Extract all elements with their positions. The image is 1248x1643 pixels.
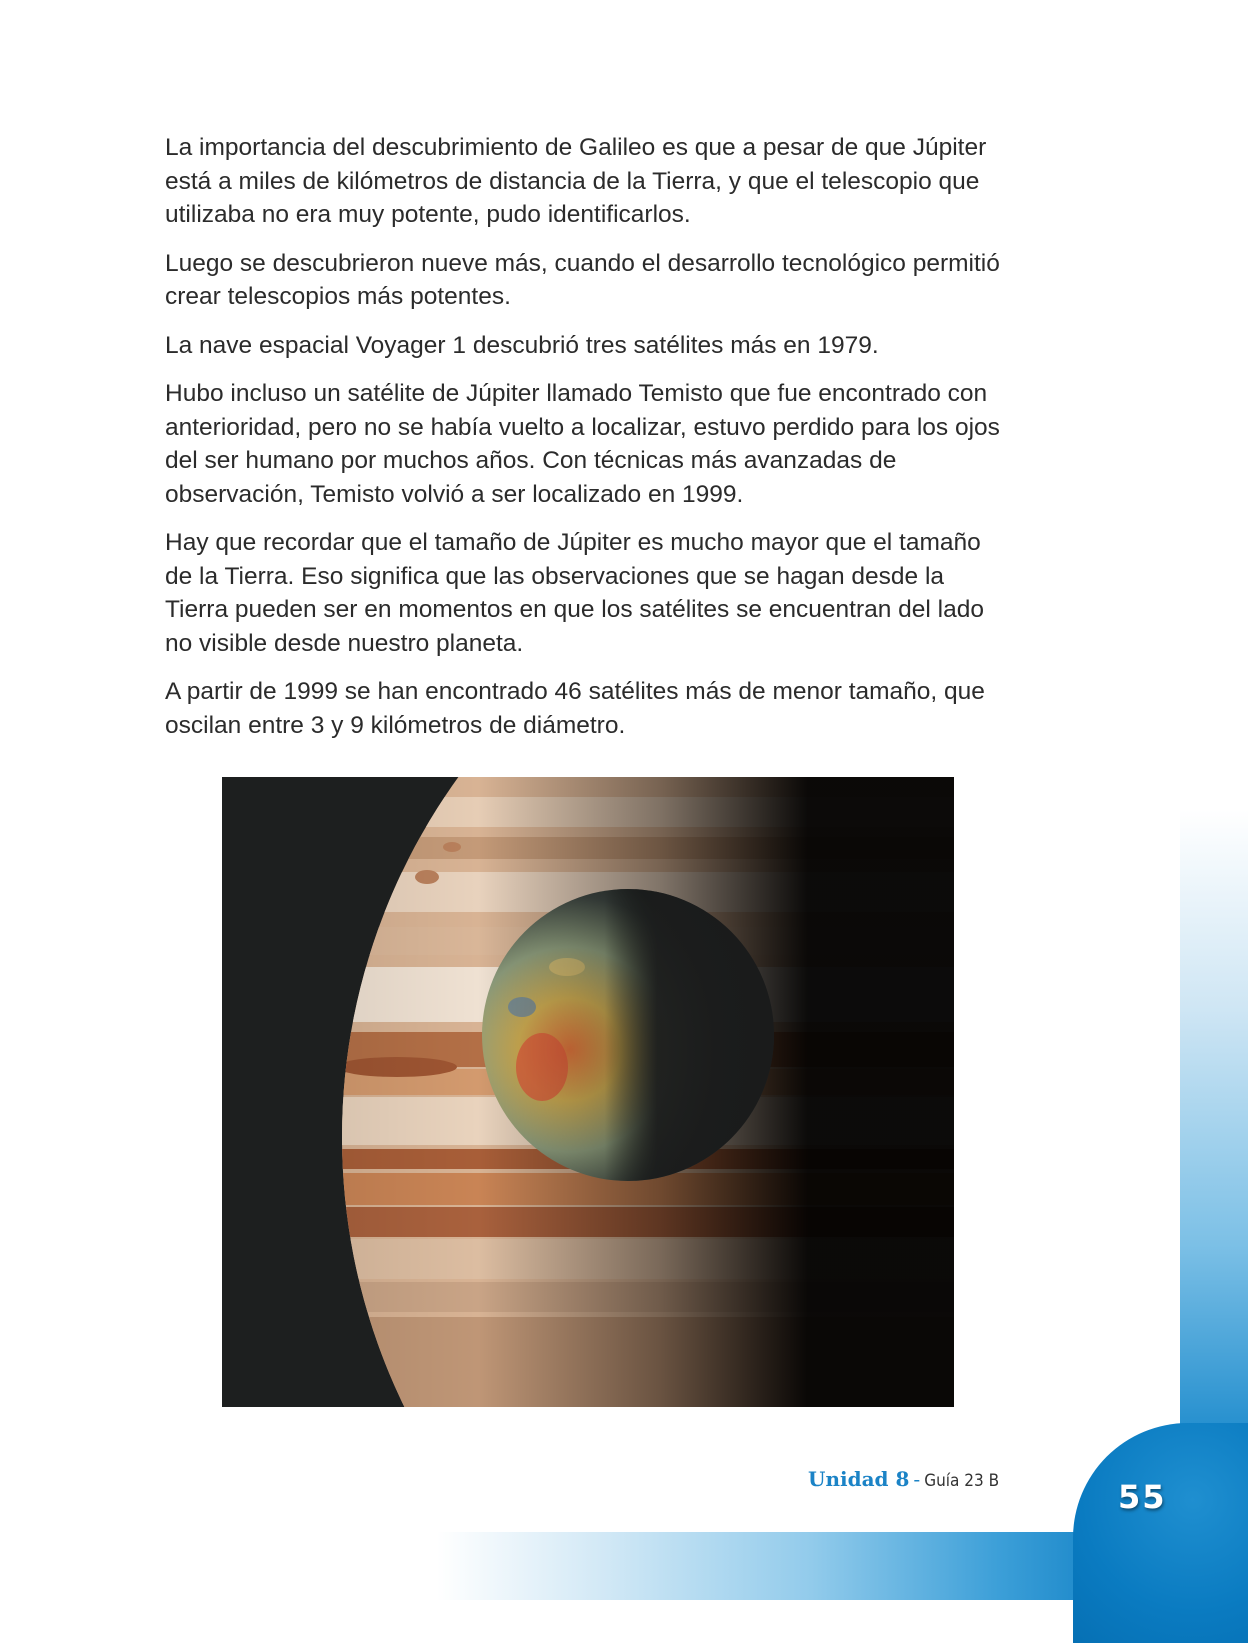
paragraph: A partir de 1999 se han encontrado 46 satélites más de menor tamaño, que oscilan entre 3 y 9 kilómetros de diámetro. (165, 678, 985, 739)
page-number: 55 (1118, 1478, 1167, 1516)
footer-label (808, 1467, 999, 1491)
paragraph: Luego se descubrieron nueve más, cuando el desarrollo tecnológico permitió crear telescopios más potentes. (165, 249, 1000, 310)
page-number-tab (1073, 1423, 1248, 1643)
paragraph: La nave espacial Voyager 1 descubrió tres satélites más en 1979. (165, 331, 879, 359)
paragraph: Hubo incluso un satélite de Júpiter llamado Temisto que fue encontrado con anterioridad, pero no se había vuelto a localizar, estuvo perdido para los ojos del ser humano por muchos años. Con técnicas más avanzadas de observación, Temisto volvió a ser localizado en 1999. (165, 380, 1000, 508)
footer-separator: - (913, 1469, 921, 1491)
unit-label: Unidad 8 (808, 1467, 910, 1491)
guide-label: Guía 23 B (924, 1471, 1000, 1491)
paragraph: La importancia del descubrimiento de Galileo es que a pesar de que Júpiter está a miles de kilómetros de distancia de la Tierra, y que el telescopio que utilizaba no era muy potente, pudo identificarlos. (165, 134, 987, 228)
paragraph: Hay que recordar que el tamaño de Júpiter es mucho mayor que el tamaño de la Tierra. Eso significa que las observaciones que se hagan desde la Tierra pueden ser en momentos en que los satélites se encuentran del lado no visible desde nuestro planeta. (165, 529, 984, 657)
body-text (165, 131, 1005, 757)
decorative-bottom-gradient (0, 1532, 1248, 1600)
jupiter-io-photo (222, 777, 954, 1407)
